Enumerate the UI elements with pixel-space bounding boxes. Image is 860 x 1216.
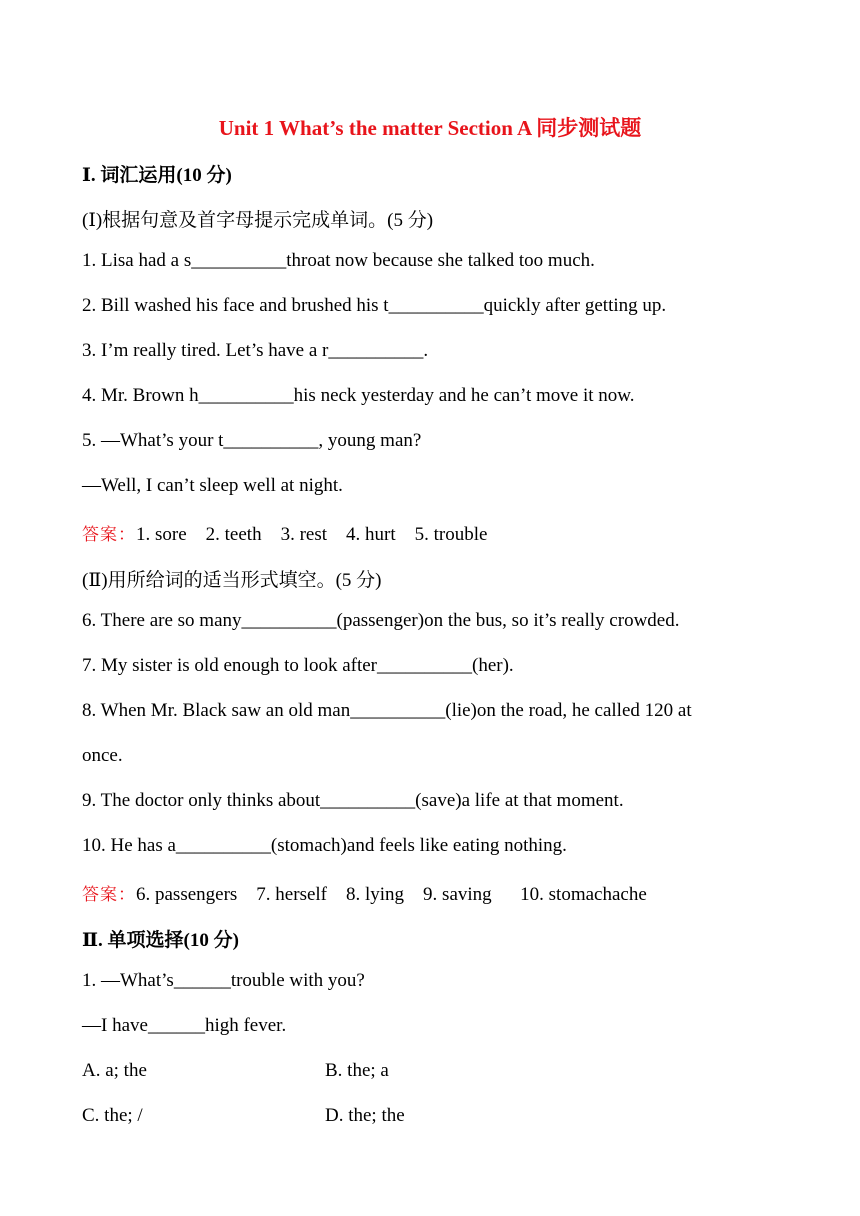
question-1: 1. Lisa had a s__________throat now because she talked too much. (82, 250, 595, 271)
section-heading-multiple-choice: Ⅱ. 单项选择(10 分) (82, 930, 239, 951)
question-5: 5. —What’s your t__________, young man? (82, 430, 422, 451)
question-4: 4. Mr. Brown h__________his neck yesterday and he can’t move it now. (82, 385, 635, 406)
question-8: 8. When Mr. Black saw an old man__________(lie)on the road, he called 120 at (82, 700, 692, 721)
option-c: C. the; / (82, 1105, 143, 1126)
question-6: 6. There are so many__________(passenger)on the bus, so it’s really crowded. (82, 610, 680, 631)
mc-question-1: 1. —What’s______trouble with you? (82, 970, 365, 991)
answer-label: 答案： (82, 885, 136, 905)
mc-question-1-reply: —I have______high fever. (82, 1015, 287, 1036)
question-8-continued: once. (82, 745, 123, 766)
question-2: 2. Bill washed his face and brushed his t__________quickly after getting up. (82, 295, 667, 316)
answer-text-2: 6. passengers 7. herself 8. lying 9. saving 10. stomachache (136, 884, 647, 905)
question-3: 3. I’m really tired. Let’s have a r__________. (82, 340, 429, 361)
page-title: Unit 1 What’s the matter Section A 同步测试题 (218, 116, 642, 140)
answer-text-1: 1. sore 2. teeth 3. rest 4. hurt 5. trouble (136, 524, 488, 545)
answer-line-1 (82, 520, 487, 546)
answer-line-2 (82, 880, 647, 906)
answer-label: 答案： (82, 525, 136, 545)
question-10: 10. He has a__________(stomach)and feels like eating nothing. (82, 835, 567, 856)
section-heading-vocabulary: Ⅰ. 词汇运用(10 分) (82, 165, 232, 186)
option-a: A. a; the (82, 1060, 147, 1081)
subsection-instruction-1: (Ⅰ)根据句意及首字母提示完成单词。(5 分) (82, 210, 434, 231)
question-7: 7. My sister is old enough to look after__________(her). (82, 655, 514, 676)
question-5-reply: —Well, I can’t sleep well at night. (82, 475, 343, 496)
question-9: 9. The doctor only thinks about__________(save)a life at that moment. (82, 790, 624, 811)
subsection-instruction-2: (Ⅱ)用所给词的适当形式填空。(5 分) (82, 570, 382, 591)
option-d: D. the; the (325, 1105, 405, 1126)
option-b: B. the; a (325, 1060, 389, 1081)
